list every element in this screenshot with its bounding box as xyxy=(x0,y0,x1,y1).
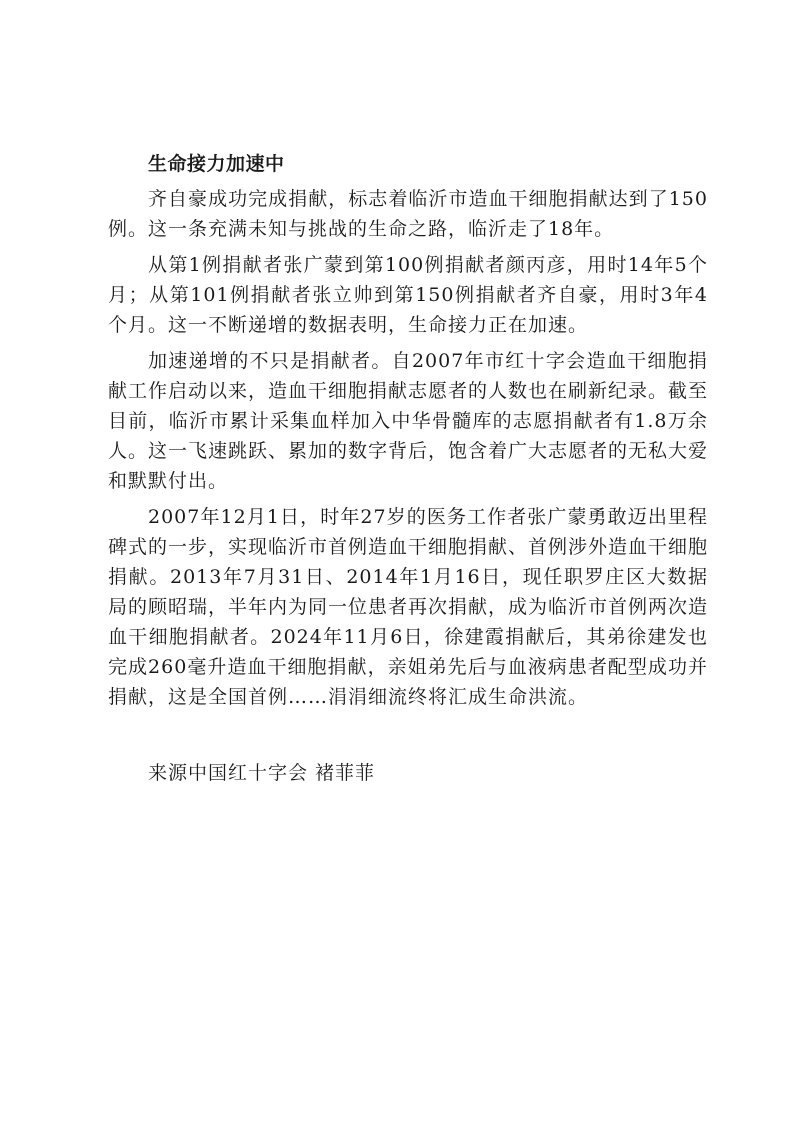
paragraph-1: 齐自豪成功完成捐献，标志着临沂市造血干细胞捐献达到了150例。这一条充满未知与挑战的生命之路，临沂走了18年。 xyxy=(108,188,708,240)
article-heading: 生命接力加速中 xyxy=(148,153,285,175)
article xyxy=(108,150,708,788)
article-source: 来源中国红十字会 褚菲菲 xyxy=(148,762,376,784)
paragraph-4: 2007年12月1日，时年27岁的医务工作者张广蒙勇敢迈出里程碑式的一步，实现临沂市首例造血干细胞捐献、首例涉外造血干细胞捐献。2013年7月31日、2014年1月16日，现任职罗庄区大数据局的顾昭瑞，半年内为同一位患者再次捐献，成为临沂市首例两次造血干细胞捐献者。2024年11月6日，徐建霞捐献后，其弟徐建发也完成260毫升造血干细胞捐献，亲姐弟先后与血液病患者配型成功并捐献，这是全国首例……涓涓细流终将汇成生命洪流。 xyxy=(108,506,709,708)
paragraph-2: 从第1例捐献者张广蒙到第100例捐献者颜丙彦，用时14年5个月；从第101例捐献者张立帅到第150例捐献者齐自豪，用时3年4个月。这一不断递增的数据表明，生命接力正在加速。 xyxy=(108,254,708,336)
paragraph-3: 加速递增的不只是捐献者。自2007年市红十字会造血干细胞捐献工作启动以来，造血干细胞捐献志愿者的人数也在刷新纪录。截至目前，临沂市累计采集血样加入中华骨髓库的志愿捐献者有1.8万余人。这一飞速跳跃、累加的数字背后，饱含着广大志愿者的无私大爱和默默付出。 xyxy=(108,350,709,492)
